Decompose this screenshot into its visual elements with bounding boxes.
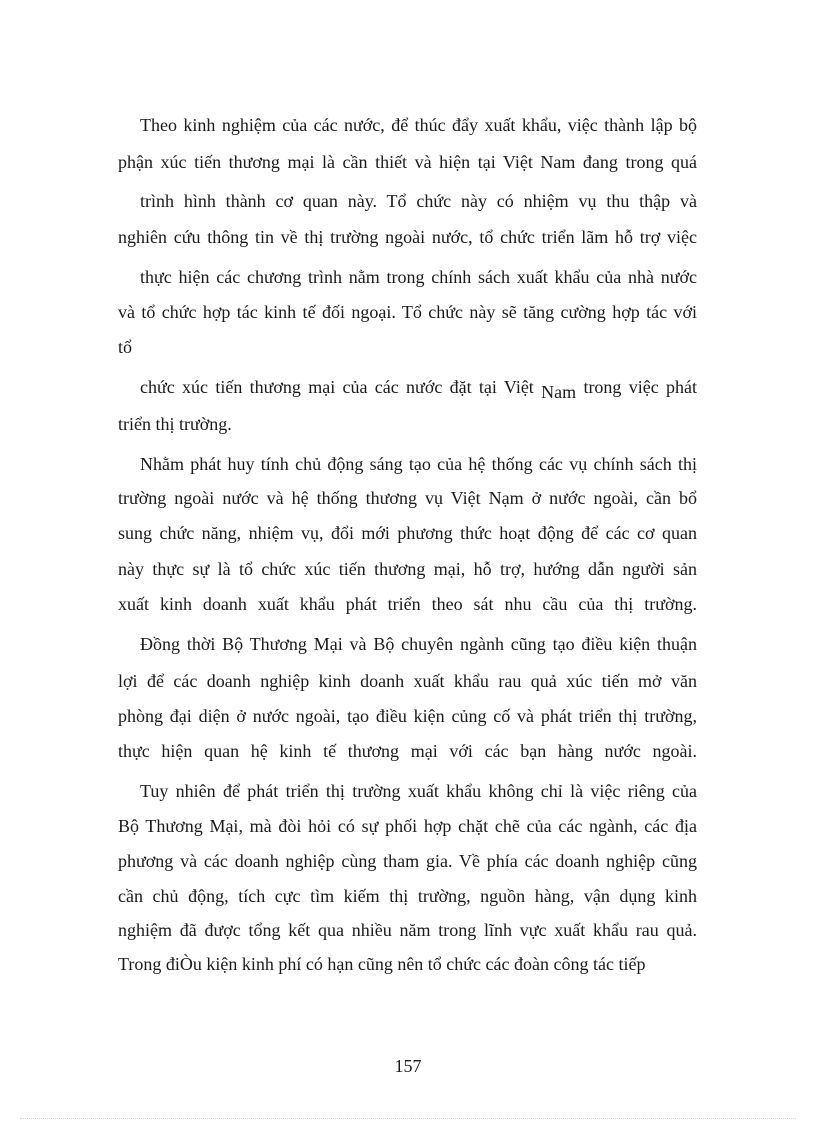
text-line: trường ngoài nước và hệ thống thương vụ Việt Nạm ở nước ngoài, cần bổ [118,488,697,508]
text-segment-subscript: Nam [541,382,577,402]
text-line [140,376,698,402]
text-line: Trong điÒu kiện kinh phí có hạn cũng nên tổ chức các đoàn công tác tiếp [118,954,646,974]
text-line: thực hiện các chương trình nằm trong chính sách xuất khẩu của nhà nước [140,267,697,287]
text-segment: chức xúc tiến thương mại của các nước đặt tại Việt [140,377,534,397]
text-line: Nhằm phát huy tính chủ động sáng tạo của hệ thống các vụ chính sách thị [140,454,697,474]
text-line: triển thị trường. [118,414,232,434]
text-line: Tuy nhiên để phát triển thị trường xuất khẩu không chỉ là việc riêng của [140,781,697,801]
text-line: nghiên cứu thông tin về thị trường ngoài nước, tổ chức triển lãm hỗ trợ việc [118,227,697,247]
text-line: phận xúc tiến thương mại là cần thiết và hiện tại Việt Nam đang trong quá [118,152,697,172]
page-edge-divider [20,1118,796,1119]
text-line: nghiệm đã được tổng kết qua nhiều năm trong lĩnh vực xuất khẩu rau quả. [118,920,697,940]
text-line: Bộ Thương Mại, mà đòi hỏi có sự phối hợp chặt chẽ của các ngành, các địa [118,816,697,836]
text-line: trình hình thành cơ quan này. Tổ chức này có nhiệm vụ thu thập và [140,191,697,211]
text-line: phòng đại diện ở nước ngoài, tạo điều kiện củng cố và phát triển thị trường, [118,706,697,726]
text-line: sung chức năng, nhiệm vụ, đổi mới phương thức hoạt động để các cơ quan [118,523,697,543]
text-line: cần chủ động, tích cực tìm kiếm thị trường, nguồn hàng, vận dụng kinh [118,886,697,906]
text-segment: trong việc phát [583,377,698,397]
text-line: xuất kinh doanh xuất khẩu phát triển theo sát nhu cầu của thị trường. [118,594,697,614]
text-line: lợi để các doanh nghiệp kinh doanh xuất khẩu rau quả xúc tiến mở văn [118,671,697,691]
text-line: phương và các doanh nghiệp cùng tham gia. Về phía các doanh nghiệp cũng [118,851,697,871]
text-line: và tổ chức hợp tác kinh tế đối ngoại. Tổ chức này sẽ tăng cường hợp tác với [118,302,697,322]
page-number: 157 [394,1056,422,1076]
text-line: Theo kinh nghiệm của các nước, để thúc đẩy xuất khẩu, việc thành lập bộ [140,115,697,135]
text-line: Đồng thời Bộ Thương Mại và Bộ chuyên ngành cũng tạo điều kiện thuận [140,634,697,654]
text-line: thực hiện quan hệ kinh tế thương mại với các bạn hàng nước ngoài. [118,741,697,761]
text-line: này thực sự là tổ chức xúc tiến thương mại, hỗ trợ, hướng dẫn người sản [118,559,697,579]
text-line: tổ [118,337,133,357]
